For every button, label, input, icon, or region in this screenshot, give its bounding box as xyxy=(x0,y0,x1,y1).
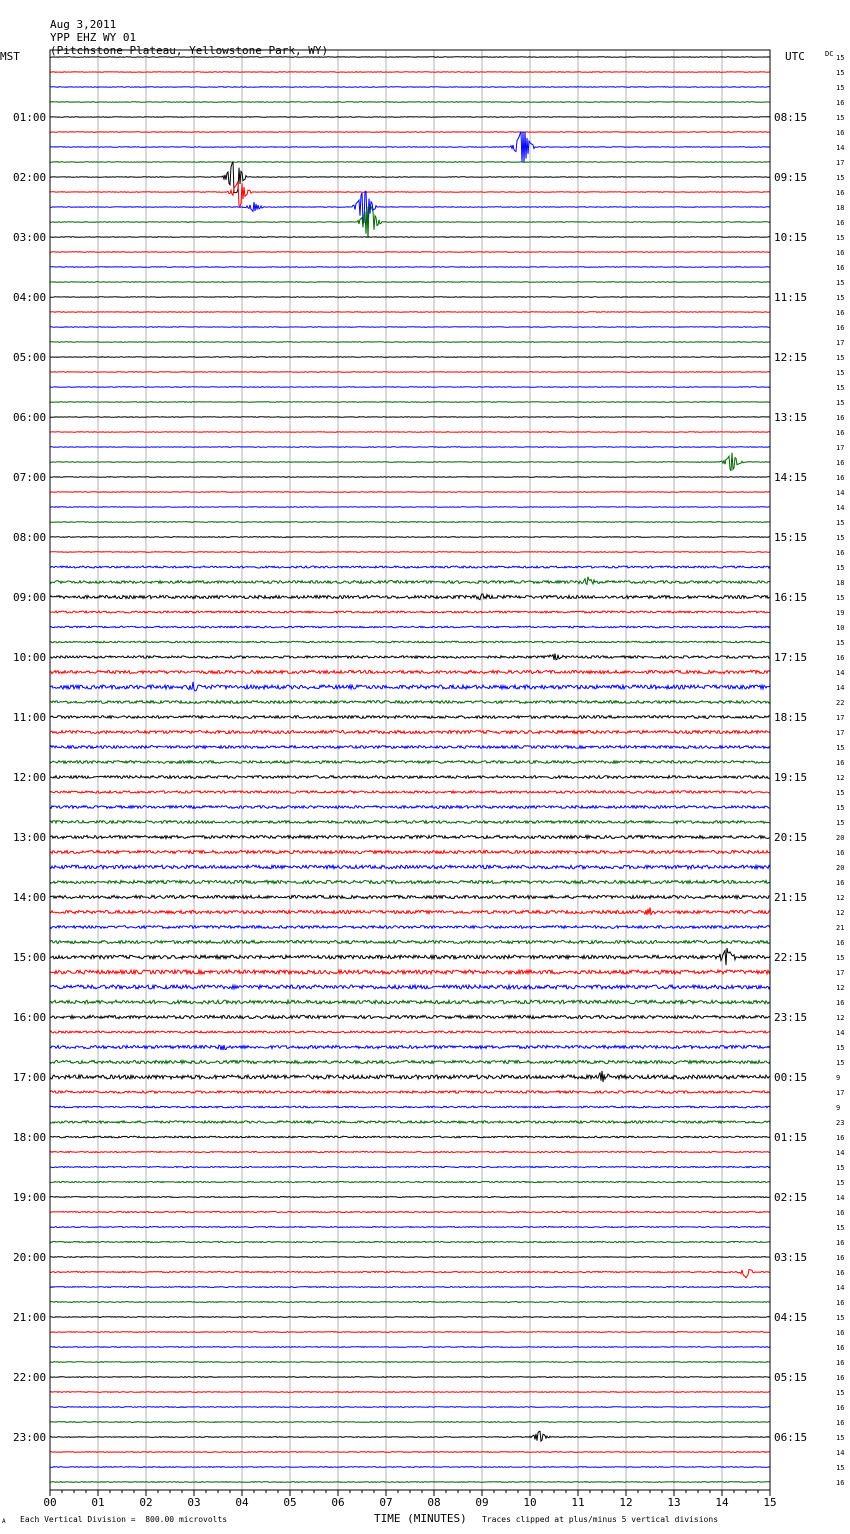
x-tick-label: 07 xyxy=(379,1496,393,1509)
dc-offset-label: 16 xyxy=(836,264,845,272)
dc-offset-label: 16 xyxy=(836,879,845,887)
trace-line xyxy=(50,746,770,749)
mst-hour-label: 19:00 xyxy=(13,1191,47,1204)
dc-offset-label: 15 xyxy=(836,1059,845,1067)
utc-hour-label: 02:15 xyxy=(774,1191,808,1204)
mst-hour-label: 22:00 xyxy=(13,1371,47,1384)
trace-line xyxy=(50,682,770,691)
dc-offset-label: 17 xyxy=(836,1089,845,1097)
dc-offset-label: 16 xyxy=(836,654,845,662)
mst-hour-label: 05:00 xyxy=(13,351,47,364)
trace-line xyxy=(50,417,770,418)
trace-line xyxy=(50,1151,770,1152)
mst-hour-label: 11:00 xyxy=(13,711,47,724)
dc-offset-label: 12 xyxy=(836,774,845,782)
trace-line xyxy=(50,102,770,103)
trace-line xyxy=(50,327,770,328)
trace-line xyxy=(50,1060,770,1063)
mst-hour-label: 18:00 xyxy=(13,1131,47,1144)
dc-offset-label: 15 xyxy=(836,1044,845,1052)
trace-line xyxy=(50,1257,770,1258)
trace-line xyxy=(50,641,770,643)
dc-offset-label: 15 xyxy=(836,639,845,647)
trace-line xyxy=(50,1482,770,1483)
dc-offset-label: 15 xyxy=(836,234,845,242)
x-tick-label: 02 xyxy=(139,1496,153,1509)
utc-hour-label: 05:15 xyxy=(774,1371,808,1384)
dc-offset-label: 15 xyxy=(836,69,845,77)
mst-hour-label: 15:00 xyxy=(13,951,47,964)
trace-line xyxy=(50,1211,770,1212)
mst-hour-label: 01:00 xyxy=(13,111,47,124)
dc-offset-label: 15 xyxy=(836,114,845,122)
dc-offset-label: 15 xyxy=(836,399,845,407)
dc-offset-label: 15 xyxy=(836,744,845,752)
utc-hour-label: 15:15 xyxy=(774,531,808,544)
dc-offset-label: 17 xyxy=(836,339,845,347)
dc-offset-label: 15 xyxy=(836,84,845,92)
mst-hour-label: 14:00 xyxy=(13,891,47,904)
mst-hour-label: 09:00 xyxy=(13,591,47,604)
trace-line xyxy=(50,806,770,809)
trace-line xyxy=(50,1362,770,1363)
trace-line xyxy=(50,776,770,779)
dc-offset-label: 16 xyxy=(836,1344,845,1352)
trace-line xyxy=(50,87,770,88)
trace-line xyxy=(50,880,770,883)
dc-offset-label: 15 xyxy=(836,789,845,797)
mst-hour-label: 10:00 xyxy=(13,651,47,664)
dc-offset-label: 15 xyxy=(836,174,845,182)
dc-offset-label: 16 xyxy=(836,549,845,557)
dc-offset-label: 16 xyxy=(836,1254,845,1262)
seismic-traces xyxy=(50,57,770,1483)
mst-hour-label: 06:00 xyxy=(13,411,47,424)
utc-hour-label: 14:15 xyxy=(774,471,808,484)
dc-offset-label: 16 xyxy=(836,1299,845,1307)
dc-offset-label: 16 xyxy=(836,249,845,257)
trace-line xyxy=(50,1045,770,1050)
trace-line xyxy=(50,522,770,523)
utc-hour-label: 16:15 xyxy=(774,591,808,604)
trace-line xyxy=(50,1287,770,1288)
trace-line xyxy=(50,1302,770,1303)
clipping-note: Traces clipped at plus/minus 5 vertical divisions xyxy=(482,1515,719,1524)
utc-hour-label: 01:15 xyxy=(774,1131,808,1144)
trace-line xyxy=(50,926,770,929)
utc-hour-label: 18:15 xyxy=(774,711,808,724)
trace-line xyxy=(50,895,770,898)
utc-axis-label: UTC xyxy=(785,50,805,63)
dc-offset-label: 16 xyxy=(836,189,845,197)
trace-line xyxy=(50,1000,770,1004)
trace-line xyxy=(50,161,770,192)
trace-line xyxy=(50,357,770,358)
trace-line xyxy=(50,372,770,373)
dc-offset-label: 16 xyxy=(836,1209,845,1217)
dc-offset-label: 12 xyxy=(836,894,845,902)
trace-line xyxy=(50,1031,770,1033)
dc-offset-label: 14 xyxy=(836,489,845,497)
dc-offset-label: 15 xyxy=(836,1179,845,1187)
trace-line xyxy=(50,577,770,585)
dc-offset-label: 16 xyxy=(836,1374,845,1382)
dc-offset-label: 10 xyxy=(836,624,845,632)
dc-offset-label: 15 xyxy=(836,954,845,962)
dc-offset-label: 9 xyxy=(836,1104,841,1112)
utc-hour-label: 21:15 xyxy=(774,891,808,904)
dc-offset-label: 15 xyxy=(836,819,845,827)
trace-line xyxy=(50,791,770,793)
dc-offset-label: 16 xyxy=(836,1269,845,1277)
trace-line xyxy=(50,1015,770,1018)
dc-offset-label: 22 xyxy=(836,699,845,707)
dc-offset-label: 16 xyxy=(836,1479,845,1487)
trace-line xyxy=(50,1422,770,1423)
utc-hour-label: 08:15 xyxy=(774,111,808,124)
mst-hour-label: 23:00 xyxy=(13,1431,47,1444)
x-tick-label: 00 xyxy=(43,1496,57,1509)
minute-gridlines xyxy=(98,50,722,1490)
x-tick-label: 15 xyxy=(763,1496,777,1509)
trace-line xyxy=(50,267,770,268)
trace-line xyxy=(50,297,770,298)
trace-line xyxy=(50,716,770,719)
dc-offset-label: 15 xyxy=(836,354,845,362)
trace-line xyxy=(50,1392,770,1393)
dc-offset-label: 16 xyxy=(836,1329,845,1337)
dc-offset-label: 19 xyxy=(836,609,845,617)
dc-offset-label: 16 xyxy=(836,1239,845,1247)
trace-line xyxy=(50,566,770,568)
dc-offset-label: 21 xyxy=(836,924,845,932)
utc-hour-label: 09:15 xyxy=(774,171,808,184)
dc-offset-label: 15 xyxy=(836,54,845,62)
utc-hour-label: 04:15 xyxy=(774,1311,808,1324)
dc-offset-label: 9 xyxy=(836,1074,841,1082)
dc-offset-label: 16 xyxy=(836,309,845,317)
trace-line xyxy=(50,1332,770,1333)
mst-axis-label: MST xyxy=(0,50,20,63)
trace-line xyxy=(50,342,770,343)
x-tick-label: 12 xyxy=(619,1496,633,1509)
trace-line xyxy=(50,908,770,915)
dc-offset-label: 15 xyxy=(836,1464,845,1472)
dc-offset-label: 18 xyxy=(836,579,845,587)
dc-offset-label: 16 xyxy=(836,1404,845,1412)
x-tick-label: 11 xyxy=(571,1496,585,1509)
trace-line xyxy=(50,57,770,58)
dc-offset-label: 16 xyxy=(836,219,845,227)
utc-hour-label: 12:15 xyxy=(774,351,808,364)
station-code: YPP EHZ WY 01 xyxy=(50,31,137,44)
trace-line xyxy=(50,312,770,313)
dc-label: DC xyxy=(825,50,834,58)
dc-offset-label: 16 xyxy=(836,1359,845,1367)
mst-hour-label: 03:00 xyxy=(13,231,47,244)
x-tick-label: 06 xyxy=(331,1496,345,1509)
trace-line xyxy=(50,1227,770,1228)
utc-hour-label: 19:15 xyxy=(774,771,808,784)
dc-offset-label: 15 xyxy=(836,1224,845,1232)
mst-hour-label: 13:00 xyxy=(13,831,47,844)
dc-offset-label: 15 xyxy=(836,1389,845,1397)
trace-line xyxy=(50,1181,770,1182)
dc-offset-label: 17 xyxy=(836,729,845,737)
x-tick-label: 01 xyxy=(91,1496,105,1509)
dc-offset-label: 16 xyxy=(836,459,845,467)
trace-line xyxy=(50,132,770,133)
trace-line xyxy=(50,206,770,237)
trace-line xyxy=(50,191,770,222)
trace-line xyxy=(50,594,770,600)
trace-line xyxy=(50,477,770,478)
x-tick-label: 14 xyxy=(715,1496,729,1509)
dc-offset-label: 12 xyxy=(836,984,845,992)
mst-hour-label: 21:00 xyxy=(13,1311,47,1324)
dc-offset-label: 14 xyxy=(836,1149,845,1157)
trace-line xyxy=(50,1136,770,1138)
dc-offset-label: 14 xyxy=(836,684,845,692)
trace-line xyxy=(50,821,770,824)
vertical-division-note: Each Vertical Division = 800.00 microvolts xyxy=(20,1515,228,1524)
trace-line xyxy=(50,1347,770,1348)
utc-hour-label: 17:15 xyxy=(774,651,808,664)
corner-mark: A xyxy=(2,1518,6,1525)
utc-hour-label: 20:15 xyxy=(774,831,808,844)
trace-line xyxy=(50,1071,770,1082)
dc-offset-label: 20 xyxy=(836,834,845,842)
dc-offset-label: 16 xyxy=(836,1134,845,1142)
utc-hour-label: 00:15 xyxy=(774,1071,808,1084)
utc-hour-label: 03:15 xyxy=(774,1251,808,1264)
trace-line xyxy=(50,387,770,388)
trace-line xyxy=(50,1452,770,1453)
x-tick-label: 09 xyxy=(475,1496,489,1509)
mst-hour-label: 02:00 xyxy=(13,171,47,184)
dc-offset-label: 15 xyxy=(836,1314,845,1322)
dc-offset-label: 15 xyxy=(836,279,845,287)
dc-offset-label: 15 xyxy=(836,1164,845,1172)
trace-line xyxy=(50,865,770,869)
trace-line xyxy=(50,181,770,206)
dc-offset-label: 15 xyxy=(836,369,845,377)
trace-line xyxy=(50,701,770,704)
trace-line xyxy=(50,654,770,660)
mst-hour-label: 08:00 xyxy=(13,531,47,544)
mst-hour-label: 04:00 xyxy=(13,291,47,304)
dc-offset-label: 14 xyxy=(836,1029,845,1037)
trace-line xyxy=(50,940,770,943)
trace-line xyxy=(50,670,770,673)
trace-line xyxy=(50,252,770,253)
dc-offset-label: 14 xyxy=(836,144,845,152)
trace-line xyxy=(50,730,770,733)
trace-line xyxy=(50,1467,770,1468)
trace-line xyxy=(50,537,770,538)
trace-line xyxy=(50,492,770,493)
utc-hour-label: 11:15 xyxy=(774,291,808,304)
trace-line xyxy=(50,850,770,853)
trace-line xyxy=(50,117,770,118)
trace-line xyxy=(50,948,770,965)
dc-offset-label: 16 xyxy=(836,429,845,437)
trace-line xyxy=(50,131,770,162)
trace-line xyxy=(50,761,770,764)
dc-offset-label: 12 xyxy=(836,909,845,917)
utc-hour-label: 13:15 xyxy=(774,411,808,424)
trace-line xyxy=(50,835,770,838)
trace-line xyxy=(50,1377,770,1378)
dc-offset-label: 15 xyxy=(836,1434,845,1442)
trace-line xyxy=(50,611,770,613)
axes xyxy=(13,54,844,1509)
dc-offset-label: 16 xyxy=(836,414,845,422)
dc-offset-label: 14 xyxy=(836,669,845,677)
trace-line xyxy=(50,162,770,163)
dc-offset-label: 16 xyxy=(836,939,845,947)
dc-offset-label: 12 xyxy=(836,1014,845,1022)
dc-offset-label: 16 xyxy=(836,129,845,137)
dc-offset-label: 15 xyxy=(836,294,845,302)
dc-offset-label: 17 xyxy=(836,444,845,452)
trace-line xyxy=(50,402,770,403)
trace-line xyxy=(50,237,770,238)
dc-offset-label: 23 xyxy=(836,1119,845,1127)
utc-hour-label: 10:15 xyxy=(774,231,808,244)
x-tick-label: 03 xyxy=(187,1496,201,1509)
dc-offset-label: 14 xyxy=(836,504,845,512)
x-tick-label: 05 xyxy=(283,1496,297,1509)
utc-hour-label: 23:15 xyxy=(774,1011,808,1024)
dc-offset-label: 16 xyxy=(836,99,845,107)
utc-hour-label: 22:15 xyxy=(774,951,808,964)
x-tick-label: 10 xyxy=(523,1496,537,1509)
trace-line xyxy=(50,1317,770,1318)
dc-offset-label: 17 xyxy=(836,714,845,722)
utc-hour-label: 06:15 xyxy=(774,1431,808,1444)
dc-offset-label: 14 xyxy=(836,1194,845,1202)
trace-line xyxy=(50,626,770,628)
dc-offset-label: 16 xyxy=(836,849,845,857)
trace-line xyxy=(50,447,770,448)
trace-line xyxy=(50,282,770,283)
dc-offset-label: 18 xyxy=(836,204,845,212)
dc-offset-label: 16 xyxy=(836,1419,845,1427)
dc-offset-label: 14 xyxy=(836,1284,845,1292)
trace-line xyxy=(50,453,770,471)
dc-offset-label: 17 xyxy=(836,159,845,167)
mst-hour-label: 17:00 xyxy=(13,1071,47,1084)
plot-date: Aug 3,2011 xyxy=(50,18,117,31)
trace-line xyxy=(50,1121,770,1123)
plot-frame xyxy=(50,50,770,1490)
dc-offset-label: 17 xyxy=(836,969,845,977)
trace-line xyxy=(50,1091,770,1093)
x-tick-label: 04 xyxy=(235,1496,249,1509)
dc-offset-label: 16 xyxy=(836,759,845,767)
x-tick-label: 13 xyxy=(667,1496,681,1509)
dc-offset-label: 20 xyxy=(836,864,845,872)
trace-line xyxy=(50,1431,770,1441)
dc-offset-label: 15 xyxy=(836,534,845,542)
dc-offset-label: 14 xyxy=(836,1449,845,1457)
dc-offset-label: 16 xyxy=(836,999,845,1007)
trace-line xyxy=(50,1407,770,1408)
x-axis-title: TIME (MINUTES) xyxy=(374,1512,467,1525)
trace-line xyxy=(50,1166,770,1167)
mst-hour-label: 16:00 xyxy=(13,1011,47,1024)
dc-offset-label: 16 xyxy=(836,474,845,482)
x-tick-label: 08 xyxy=(427,1496,441,1509)
station-location: (Pitchstone Plateau, Yellowstone Park, WY) xyxy=(50,44,329,57)
trace-line xyxy=(50,1197,770,1198)
trace-line xyxy=(50,72,770,73)
trace-line xyxy=(50,1106,770,1108)
trace-line xyxy=(50,552,770,553)
trace-line xyxy=(50,432,770,433)
dc-offset-label: 15 xyxy=(836,594,845,602)
trace-line xyxy=(50,507,770,508)
dc-offset-label: 15 xyxy=(836,564,845,572)
mst-hour-label: 07:00 xyxy=(13,471,47,484)
trace-line xyxy=(50,970,770,974)
dc-offset-label: 16 xyxy=(836,324,845,332)
dc-offset-label: 15 xyxy=(836,519,845,527)
dc-offset-label: 15 xyxy=(836,384,845,392)
mst-hour-label: 12:00 xyxy=(13,771,47,784)
trace-line xyxy=(50,985,770,989)
dc-offset-label: 15 xyxy=(836,804,845,812)
mst-hour-label: 20:00 xyxy=(13,1251,47,1264)
trace-line xyxy=(50,1270,770,1278)
trace-line xyxy=(50,1241,770,1242)
